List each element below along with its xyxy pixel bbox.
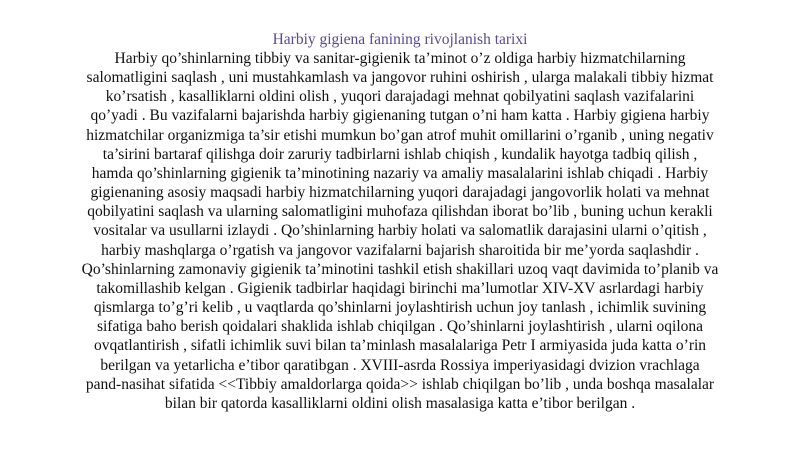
text-line: bilan bir qatorda kasalliklarni oldini olish masalasiga katta e’tibor berilgan . — [164, 394, 636, 412]
text-line: gigienaning asosiy maqsadi harbiy hizmatchilarning yuqori darajadagi jangovorlik holati va mehnat — [90, 184, 710, 202]
text-line: sifatiga baho berish qoidalari shaklida ishlab chiqilgan . Qo’shinlarni joylashtirish , ularni oqilona — [96, 318, 704, 336]
text-line: ko’rsatish , kasalliklarni oldini olish , yuqori darajadagi mehnat qobilyatini saqlash vazifalarini — [105, 88, 695, 106]
text-line: hizmatchilar organizmiga ta’sir etishi mumkun bo’gan atrof muhit omillarini o’rganib , uning negativ — [86, 126, 714, 144]
text-line: ovqatlantirish , sifatli ichimlik suvi bilan ta’minlash masalalariga Petr I armiyasida juda katta o’rin — [93, 337, 707, 355]
text-line: vositalar va usullarni izlaydi . Qo’shinlarning harbiy holati va salomatlik darajasini ularni o’qitish , — [93, 222, 707, 240]
text-line: ta’sirini bartaraf qilishga doir zaruriy tadbirlarni ishlab chiqish , kundalik hayotga tadbiq qilish , — [102, 145, 698, 163]
text-line: berilgan va yetarlicha e’tibor qaratibgan . XVIII-asrda Rossiya imperiyasidagi dvizion vrachlaga — [100, 356, 700, 374]
text-line: qismlarga to’g’ri kelib , u vaqtlarda qo’shinlarni joylashtirish uchun joy tanlash , ichimlik suvining — [93, 299, 707, 317]
slide-title: Harbiy gigiena fanining rivojlanish tarixi — [272, 31, 528, 48]
text-line: hamda qo’shinlarning gigienik ta’minotining nazariy va amaliy masalalarini ishlab chiqadi . Harbiy — [91, 164, 709, 182]
text-line: takomillashib kelgan . Gigienik tadbirlar haqidagi birinchi ma’lumotlar XIV-XV asrlardagi harbiy — [96, 279, 704, 297]
text-line: harbiy mashqlarga o’rgatish va jangovor vazifalarni bajarish sharoitida bir me’yorda saqlashdir . — [101, 241, 699, 259]
text-line: qobilyatini saqlash va ularning salomatligini muhofaza qilishdan iborat bo’lib , buning uchun kerakli — [87, 203, 713, 221]
text-line: Qo’shinlarning zamonaviy gigienik ta’minotini tashkil etish shakillari uzoq vaqt davimida to’planib va — [81, 260, 719, 278]
text-line: Harbiy qo’shinlarning tibbiy va sanitar-gigienik ta’minot o’z oldiga harbiy hizmatchilarning — [114, 50, 686, 67]
text-line: salomatligini saqlash , uni mustahkamlash va jangovor ruhini oshirish , ularga malakali tibbiy hizmat — [86, 69, 714, 87]
text-line: pand-nasihat sifatida <<Tibbiy amaldorlarga qoida>> ishlab chiqilgan bo’lib , unda boshqa masalalar — [85, 375, 715, 393]
body-paragraph — [30, 49, 770, 413]
text-line: qo’yadi . Bu vazifalarni bajarishda harbiy gigienaning tutgan o’ni ham katta . Harbiy gigiena harbiy — [90, 107, 710, 125]
